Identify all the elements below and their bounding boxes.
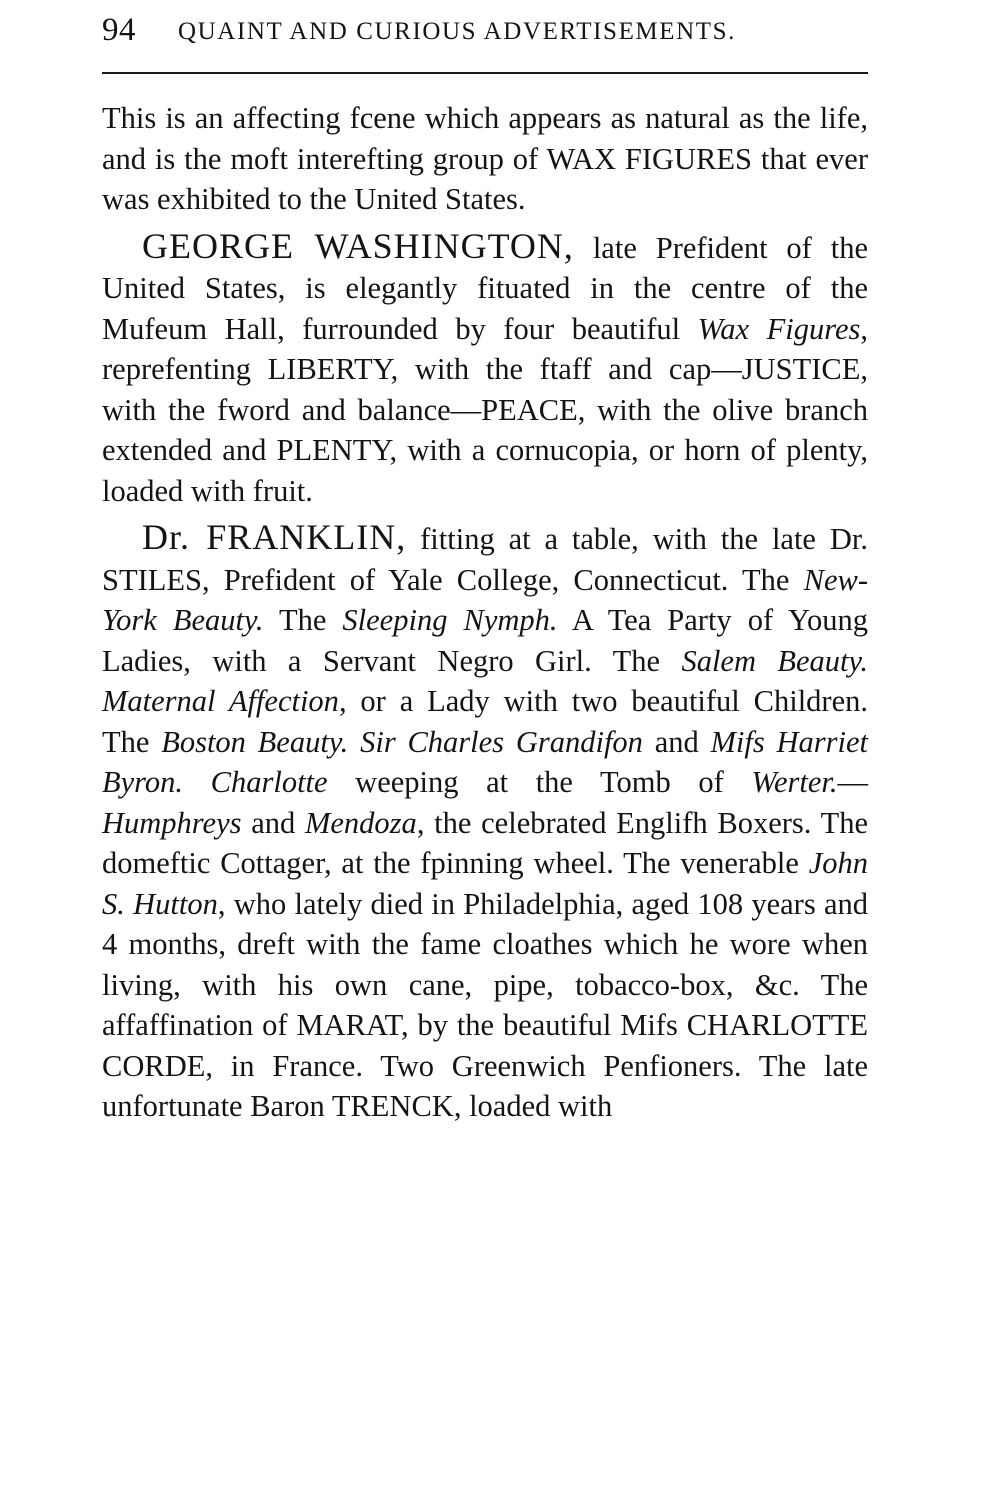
paragraph-text: , or a Lady with two beautiful Children. The	[102, 684, 868, 759]
italic-phrase: Sleeping Nymph.	[342, 603, 558, 637]
italic-phrase: Wax Figures	[697, 311, 861, 346]
paragraph-text: , the celebrated Englifh Boxers. The domeftic Cottager, at the fpinning wheel. The venerable	[102, 805, 869, 880]
paragraph-text	[348, 725, 360, 759]
italic-phrase: Boston Beauty.	[161, 724, 349, 759]
paragraph-text: fitting at a table, with the late Dr. STILES, Prefident of Yale College, Connecticut. The	[102, 522, 868, 597]
italic-phrase: New-York Beauty.	[102, 562, 868, 637]
paragraph-text: and	[241, 805, 305, 840]
paragraph-washington	[102, 226, 868, 512]
paragraph-text	[183, 765, 211, 799]
italic-phrase: Sir Charles Grandifon	[360, 724, 643, 759]
paragraph-text: —	[837, 765, 868, 799]
italic-phrase: Maternal Affection	[102, 684, 339, 718]
italic-phrase: Mifs Harriet Byron.	[102, 724, 868, 799]
italic-phrase: Humphreys	[102, 805, 242, 840]
paragraph-lead: Dr. FRANKLIN,	[142, 517, 407, 557]
paragraph-text: This is an affecting fcene which appears as natural as the life, and is the moft interefting group of WAX FIGURES that ever was exhibited to the United States.	[102, 101, 868, 216]
italic-phrase: John S. Hutton	[102, 846, 868, 921]
paragraph-text: late Prefident of the United States, is elegantly fituated in the centre of the Mufeum Hall, furrounded by four beautiful	[102, 230, 868, 346]
running-head	[102, 8, 868, 58]
paragraph-wax-figures	[102, 98, 868, 220]
italic-phrase: Charlotte	[210, 765, 328, 799]
paragraph-text: and	[642, 724, 711, 759]
header-rule	[102, 72, 868, 74]
paragraph-text: , reprefenting LIBERTY, with the ftaff and cap—JUSTICE, with the fword and balance—PEACE, with the olive branch extended and PLENTY, with a cornucopia, or horn of plenty, loaded with fruit.	[102, 311, 868, 508]
paragraph-lead: GEORGE WASHINGTON,	[142, 225, 574, 266]
paragraph-text: , who lately died in Philadelphia, aged 108 years and 4 months, dreft with the fame cloathes which he wore when living, with his own cane, pipe, tobacco-box, &c. The affaffination of MARAT, by the beautiful Mifs CHARLOTTE CORDE, in France. Two Greenwich Penfioners. The late unfortunate Baron TRENCK, loaded with	[102, 886, 868, 1123]
paragraph-franklin	[102, 517, 868, 1127]
italic-phrase: Salem Beauty.	[681, 643, 868, 678]
book-page	[102, 0, 868, 1486]
body-text	[102, 98, 868, 1127]
running-head-title: QUAINT AND CURIOUS ADVERTISEMENTS.	[178, 18, 737, 45]
italic-phrase: Werter.	[751, 765, 838, 799]
italic-phrase: Mendoza	[304, 805, 417, 840]
page-number: 94	[102, 12, 136, 48]
paragraph-text: A Tea Party of Young Ladies, with a Servant Negro Girl. The	[102, 603, 868, 678]
paragraph-text: The	[263, 603, 343, 637]
paragraph-text: weeping at the Tomb of	[327, 765, 752, 799]
